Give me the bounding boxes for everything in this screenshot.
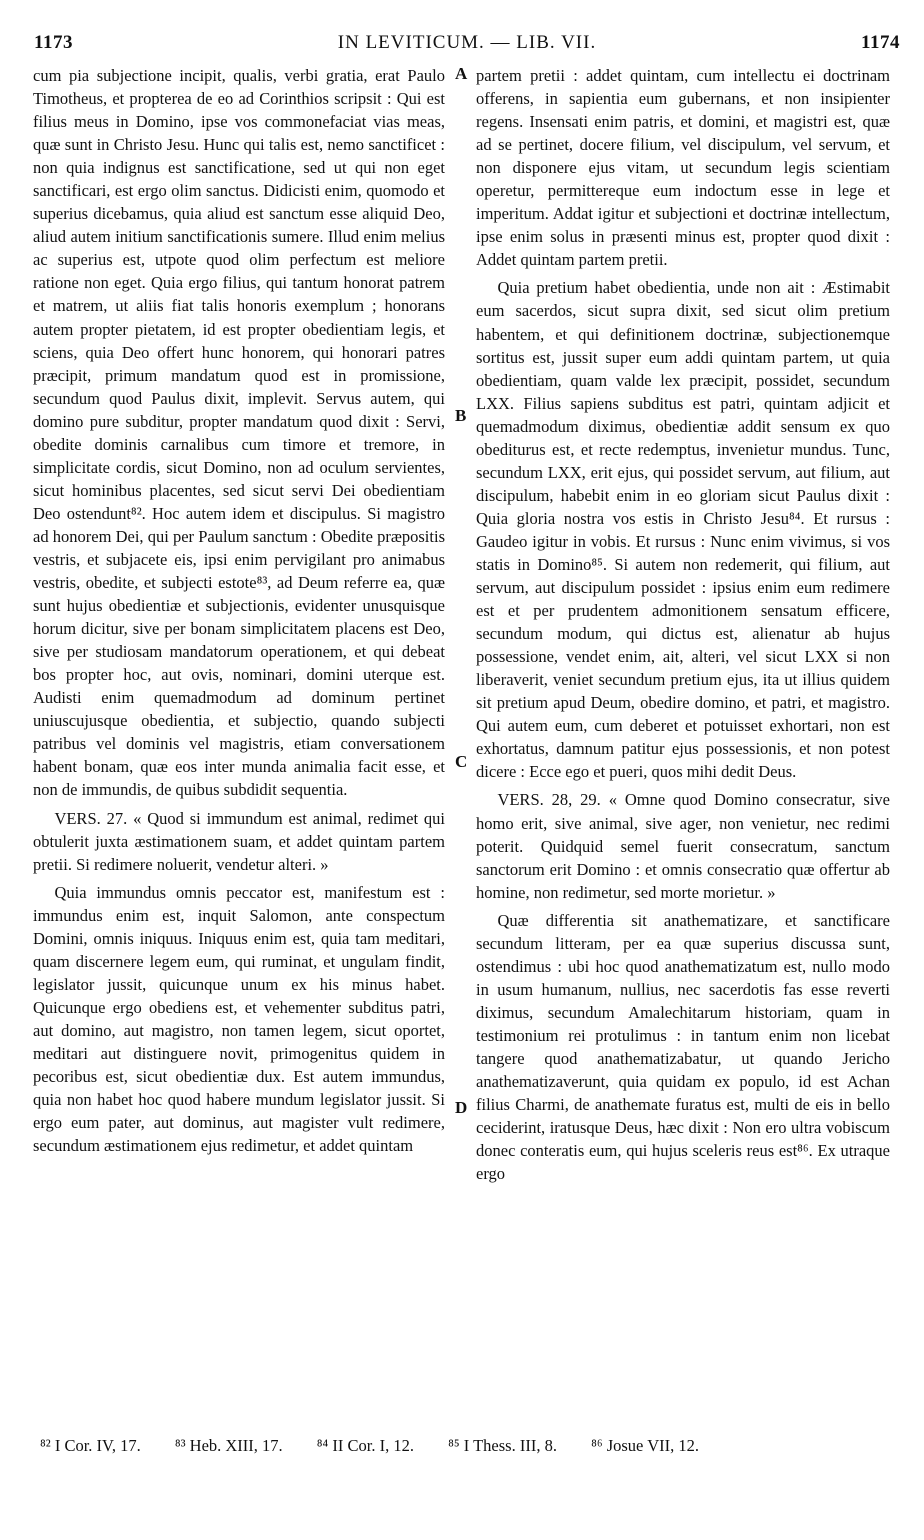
margin-letter: D (455, 1098, 468, 1117)
footnote: ⁸³ Heb. XIII, 17. (174, 1436, 283, 1455)
paragraph: cum pia subjectione incipit, qualis, verbi gratia, erat Paulo Timotheus, et propterea de eo ad Corinthios scripsit : Qui est filius meus in Domino, ipse vos commonefaciat vias meas, quæ sunt in Christo Jesu. Hunc qui talis est, nemo sanctificet : non quia indignus est sanctificatione, sed ut qui non eget sanctificari, est ergo olim sanctus. Didicisti enim, quomodo et superius dicebamus, quia aliud est sanctum esse aliquid Deo, aliud autem initium sanctificationis sumere. Illud enim melius ac superius est, utpote quod olim perfectum est meliore ratione non eget. Quia ergo filius, qui tantum honorat patrem et matrem, ut aliis fiat talis honoris exemplum ; honorans autem propter pietatem, id est propter obedientiam legis, et sciens, quia Deo offert hunc honorem, qui honorari patres præcipit, primum mandatum quod est in promissione, secundum quod Paulus dixit, implevit. Servus autem, qui domino pure subditur, propter mandatum quod dixit : Servi, obedite dominis carnalibus cum timore et tremore, in simplicitate cordis, sicut Domino, non ad oculum servientes, sicut hominibus placentes, sed sicut servi Dei obedientiam Deo ostendunt⁸². Hoc autem idem et discipulus. Si magistro ad honorem Dei, qui per Paulum sanctum : Obedite præpositis vestris, et subjacete eis, ipsi enim pervigilant pro animabus vestris, obedite, et subjecti estote⁸³, ad Deum referre ea, quæ sunt hujus obedientiæ et subjectionis, evidenter unusquisque horum dicitur, sive per bonam simplicitatem placens est Deo, sive per studiosam mandatorum operationem, et qui debeat bos propter hoc, aut ovis, nominari, domini uterque est. Audisti enim quemadmodum ad dominum pertinet uniuscujusque obedientia, et subjectio, quando subjecti patribus vel dominis vel magistris, etiam conversationem habent bonam, quæ eos inter munda animalia facit esse, et non de immundis, de quibus subdidit sequentia. (33, 66, 445, 800)
page-number-right: 1174 (861, 32, 900, 53)
footnote: ⁸⁶ Josue VII, 12. (591, 1436, 699, 1455)
running-title: IN LEVITICUM. — LIB. VII. (337, 32, 597, 53)
margin-letter: B (455, 406, 467, 425)
footnote: ⁸² I Cor. IV, 17. (40, 1436, 141, 1455)
margin-letter: C (455, 752, 468, 771)
right-column (476, 64, 890, 1185)
verse-paragraph: VERS. 27. « Quod si immundum est animal, redimet qui obtulerit juxta æstimationem suam, et addet quintam partem pretii. Si redimere noluerit, vendetur alteri. » (33, 808, 445, 874)
footnote: ⁸⁵ I Thess. III, 8. (448, 1436, 557, 1455)
left-column (33, 64, 445, 1157)
paragraph: partem pretii : addet quintam, cum intellectu ei doctrinam offerens, in sapientia eum gubernans, et non insipienter regens. Insensati enim patris, et domini, et magistri est, quæ ad se pertinet, docere filium, vel discipulum, vel servum, et non disponere ejus vitam, ut secundum legis scientiam operetur, permittereque eum indoctum esse in lege et imperitum. Addat igitur et subjectioni et doctrinæ intellectum, ipse enim solus in præsenti minus est, propter quod dixit : Addet quintam partem pretii. (476, 66, 890, 270)
running-header (30, 32, 904, 58)
page-number-left: 1173 (34, 32, 73, 53)
footnote: ⁸⁴ II Cor. I, 12. (316, 1436, 415, 1455)
paragraph: Quia immundus omnis peccator est, manifestum est : immundus enim est, inquit Salomon, ante conspectum Domini, omnis iniquus. Iniquus enim est, quia tam meditari, quam discernere legem eum, qui ruminat, et ungulam findit, legislator jussit, quicunque unum ex his minus habet. Quicunque ergo obediens est, et vehementer subditus patri, aut domino, aut magistro, non tamen legem, sicut oportet, meditari aut distinguere novit, primogenitus quidem in pecoribus est, sicut obedientiæ dux. Est autem immundus, quia non habet hoc quod habere mundum legislator jussit. Si ergo eum pater, aut dominus, aut magister vult redimere, secundum æstimationem ejus redimetur, et addet quintam (33, 882, 445, 1156)
paragraph: Quæ differentia sit anathematizare, et sanctificare secundum litteram, per ea quæ superius discussa sunt, ostendimus : ubi hoc quod anathematizatum est, nullo modo in usum humanum, nullius, nec sacerdotis fas esse reverti diximus, secundum Amalechitarum historiam, quam in testimonium rei protulimus : in tantum enim non licebat tangere quod anathematizabatur, ut quando Jericho anathematizaverunt, quia quidam ex populo, id est Achan filius Charmi, de anathemate furatus est, multi de eis in bello ceciderint, iratusque Deus, hæc dixit : Non ero ultra vobiscum donec conteratis eum, qui hujus sceleris reus est⁸⁶. Ex utraque ergo (476, 910, 890, 1184)
margin-letter: A (455, 64, 468, 83)
paragraph: Quia pretium habet obedientia, unde non ait : Æstimabit eum sacerdos, sicut supra dixit, sed sicut olim pretium habentem, et qui definitionem doctrinæ, subjectionemque sortitus est, jussit super eum addi quintam partem, ut quia obedientiam, quam valde lex præcipit, possidet, secundum LXX. Filius sapiens subditus est patri, quintam adjicit et quemadmodum diximus, obedientiæ addit sensum ex quo obediturus est, et recte redemptus, invenietur mundus. Tunc, secundum LXX, erit ejus, qui possidet servum, aut filium, aut discipulum, habebit enim in eo gloriam sicut Paulus dixit : Quia gloria nostra vos estis in Christo Jesu⁸⁴. Et rursus : Gaudeo igitur in vobis. Et rursus : Nunc enim vivimus, si vos statis in Domino⁸⁵. Si autem non redemerit, qui filium, aut servum, aut discipulum possidet : ipsius enim eum redimere est et per prudentem admonitionem sensatum efficere, secundum modum, qui dictus est, alienatur ab hujus possessione, vendet enim, ait, alteri, vel sicut LXX si non liberaverit, veniet secundum pretium ejus, ita ut illius quidem sit pretium apud Deum, obedire domino, et patri, et magistro. Qui autem eum, cum deberet et potuisset exhortari, non est exhortatus, damnum patitur ejus possessionis, et non potest dicere : Ecce ego et pueri, quos mihi dedit Deus. (476, 278, 890, 782)
footnotes (40, 1436, 904, 1456)
verse-paragraph: VERS. 28, 29. « Omne quod Domino consecratur, sive homo erit, sive animal, sive ager, non venietur, nec redimi poterit. Quidquid semel fuerit consecratum, sanctum sanctorum erit Domino : et omnis consecratio quæ offertur ab homine, non redimetur, sed morte morietur. » (476, 790, 890, 902)
